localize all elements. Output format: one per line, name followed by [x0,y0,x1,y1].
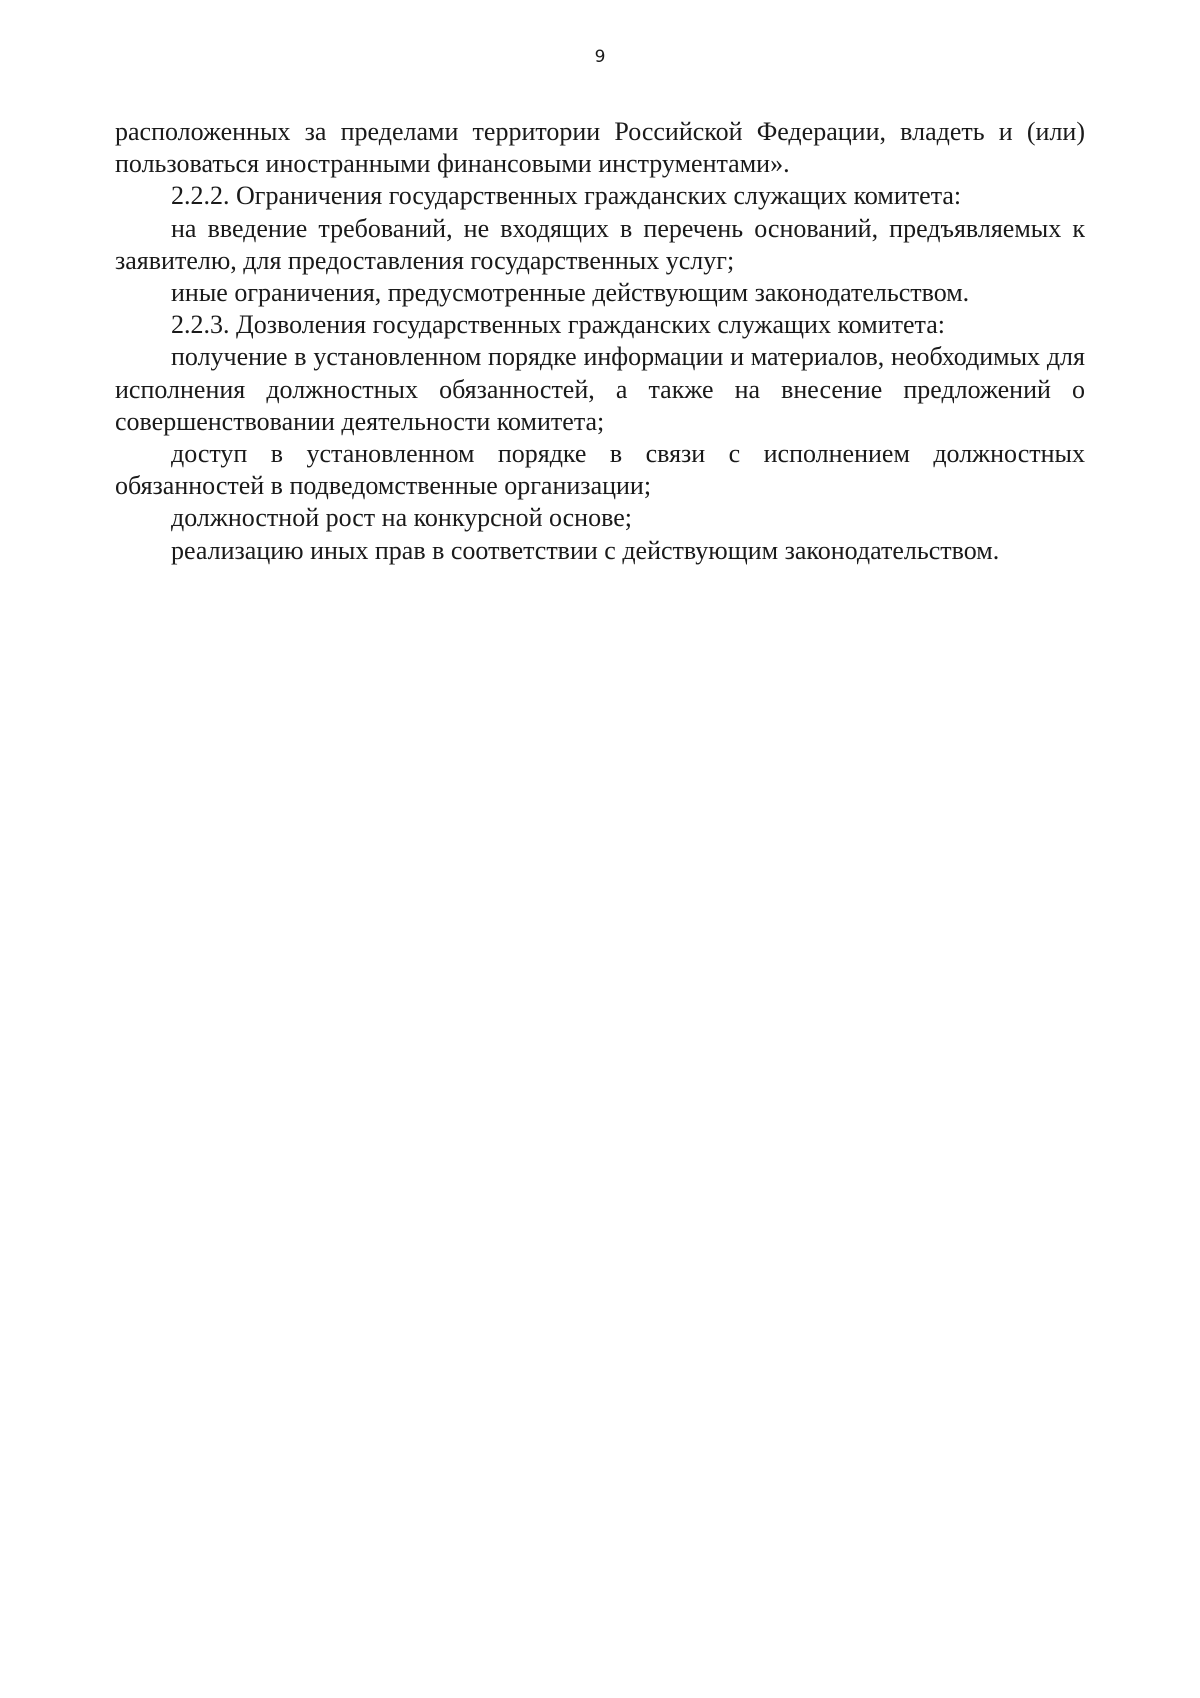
section-heading-2-2-3: 2.2.3. Дозволения государственных гражданских служащих комитета: [171,310,945,340]
list-item: на введение требований, не входящих в перечень оснований, предъявляемых к заявителю, для предоставления государственных услуг; [115,213,1085,275]
list-item: доступ в установленном порядке в связи с исполнением должностных обязанностей в подведомственные организации; [115,439,1085,501]
list-item: получение в установленном порядке информации и материалов, необходимых для исполнения должностных обязанностей, а также на внесение предложений о совершенствовании деятельности комитета; [115,342,1085,436]
list-item: реализацию иных прав в соответствии с действующим законодательством. [171,535,1000,565]
list-item: должностной рост на конкурсной основе; [171,503,632,533]
document-body [115,116,1085,567]
page-number: 9 [594,47,606,67]
list-item: иные ограничения, предусмотренные действующим законодательством. [171,278,970,308]
paragraph-continuation: расположенных за пределами территории Российской Федерации, владеть и (или) пользоваться иностранными финансовыми инструментами». [115,117,1085,179]
section-heading-2-2-2: 2.2.2. Ограничения государственных гражданских служащих комитета: [171,181,962,211]
